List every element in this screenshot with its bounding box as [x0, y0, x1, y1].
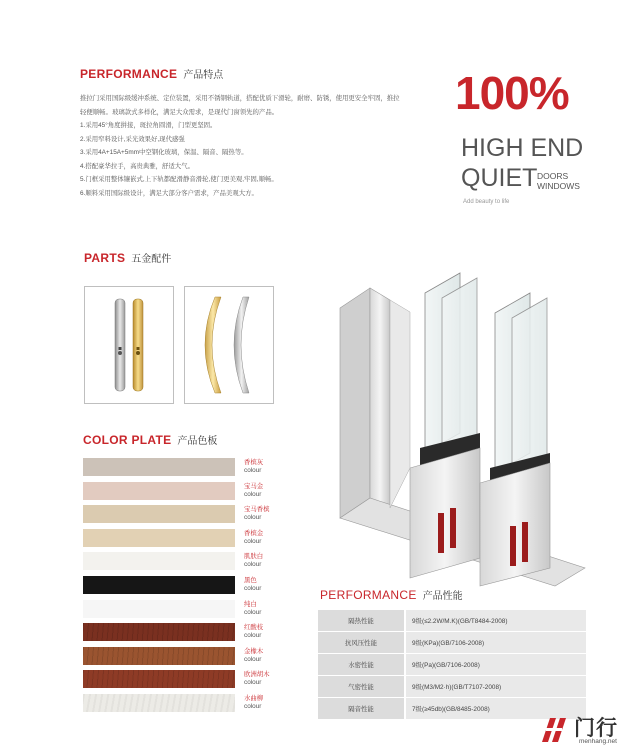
- color-name-cn: 香槟灰: [244, 459, 264, 466]
- color-swatch-label: [244, 506, 270, 522]
- brand-sub1: DOORS: [537, 171, 569, 181]
- perf-key: 抗风压性能: [318, 632, 404, 654]
- parts-heading-en: PARTS: [84, 251, 126, 265]
- color-swatch: [83, 505, 235, 523]
- logo-text-cn: 门行: [574, 717, 618, 740]
- color-name-en: colour: [244, 703, 262, 710]
- color-swatch: [83, 576, 235, 594]
- color-swatch: [83, 600, 235, 618]
- performance-table: [318, 610, 586, 720]
- color-swatch: [83, 552, 235, 570]
- feature-item: 5.门框采用整体镶嵌式,上下轨都配滑静音滑轮,使门更美观,牢固,顺畅。: [80, 176, 278, 183]
- color-plate-heading-en: COLOR PLATE: [83, 433, 172, 447]
- brand-sub2: WINDOWS: [537, 180, 580, 191]
- color-name-en: colour: [244, 537, 262, 545]
- color-plate-heading-cn: 产品色板: [177, 436, 218, 447]
- color-name-en: colour: [244, 490, 262, 498]
- color-swatch-label: [244, 530, 263, 546]
- color-name-cn: 黑色: [244, 577, 257, 584]
- brand-sub: [537, 172, 580, 191]
- performance-intro: [80, 92, 400, 200]
- window-profile-image: [330, 268, 590, 588]
- color-name-cn: 欧洲胡木: [244, 671, 270, 679]
- handle-arc-image: [184, 286, 274, 404]
- intro-paragraph: 推拉门采用国际级缓冲系统、定位装置，采用不锈钢轨道，搭配优质下滑轮，耐磨、防锈，使用更安全牢固，推拉轻便顺畅。玻璃款式多样化，满足大众需求，是现代门窗领先的产品。: [80, 95, 400, 116]
- curved-handle-icon: [185, 287, 273, 403]
- perf-value: 7级(≥45db)(GB/8485-2008): [406, 698, 586, 720]
- brand-line1: HIGH END: [461, 134, 584, 162]
- performance-table-heading-cn: 产品性能: [422, 591, 463, 602]
- color-swatch-label: [244, 483, 263, 499]
- table-row: [318, 632, 586, 654]
- color-swatch-label: [244, 624, 263, 640]
- color-swatch: [83, 694, 235, 712]
- performance-heading-en: PERFORMANCE: [80, 67, 178, 81]
- parts-heading-cn: 五金配件: [131, 254, 172, 265]
- color-name-en: colour: [244, 632, 262, 640]
- menhang-logo-icon: [540, 716, 570, 744]
- color-swatch-label: [244, 459, 263, 475]
- color-name-cn: 肌肤白: [244, 553, 264, 561]
- color-name-en: colour: [244, 608, 262, 616]
- color-name-cn: 香槟金: [244, 529, 264, 537]
- feature-item: 2.采用窄料设计,采光效果好,现代感强: [80, 135, 185, 143]
- table-row: [318, 610, 586, 632]
- perf-value: 9级(Pa)(GB/7106-2008): [406, 654, 586, 676]
- color-name-en: colour: [244, 585, 262, 592]
- color-name-cn: 金橡木: [244, 647, 264, 655]
- feature-item: 3.采用4A+15A+5mm中空钢化玻璃，保温、隔音、隔热等。: [80, 149, 248, 156]
- feature-item: 6.顺料采用国际级设计，满足大部分客户需求，产品美观大方。: [80, 189, 258, 197]
- feature-item: 1.采用45°角度拼接，斑拉角圆滑，门型更坚固。: [80, 122, 217, 129]
- brand-line2: QUIET: [461, 164, 538, 192]
- color-swatch: [83, 482, 235, 500]
- color-name-en: colour: [244, 655, 262, 663]
- performance-table-heading-en: PERFORMANCE: [320, 588, 417, 602]
- perf-key: 隔音性能: [318, 698, 404, 720]
- brand-percent: 100%: [455, 67, 569, 119]
- perf-value: 9级(≤2.2W/M.K)(GB/T8484-2008): [406, 610, 586, 632]
- color-swatch: [83, 647, 235, 665]
- color-name-cn: 红酸枝: [244, 624, 264, 632]
- color-name-en: colour: [244, 514, 262, 522]
- color-swatch-label: [244, 553, 263, 569]
- color-name-cn: 纯白: [244, 600, 257, 608]
- perf-key: 隔热性能: [318, 610, 404, 632]
- color-swatch-label: [244, 601, 261, 617]
- color-name-cn: 水曲柳: [244, 695, 264, 702]
- perf-value: 9级(M3/M2·h)(GB/T7107-2008): [406, 676, 586, 698]
- perf-value: 9级(KPa)(GB/7106-2008): [406, 632, 586, 654]
- brand-tagline: Add beauty to life: [463, 199, 510, 205]
- color-name-cn: 宝马金: [244, 482, 264, 490]
- performance-table-heading: [320, 587, 463, 602]
- color-swatch-label: [244, 695, 263, 711]
- handle-lock-icon: [85, 287, 173, 403]
- color-swatch: [83, 529, 235, 547]
- color-swatch: [83, 458, 235, 476]
- performance-heading-cn: 产品特点: [183, 70, 224, 81]
- logo-text-en: menhang.net: [579, 738, 617, 745]
- color-plate-heading: [83, 432, 217, 447]
- parts-heading: [84, 250, 171, 265]
- color-swatch: [83, 623, 235, 641]
- color-name-en: colour: [244, 679, 262, 687]
- handle-lock-image: [84, 286, 174, 404]
- perf-key: 气密性能: [318, 676, 404, 698]
- table-row: [318, 654, 586, 676]
- perf-key: 水密性能: [318, 654, 404, 676]
- color-name-cn: 宝马香槟: [244, 506, 270, 514]
- table-row: [318, 676, 586, 698]
- color-swatch-label: [244, 671, 270, 687]
- color-name-en: colour: [244, 467, 262, 474]
- color-swatch: [83, 670, 235, 688]
- color-name-en: colour: [244, 561, 262, 569]
- color-swatch-label: [244, 577, 261, 593]
- performance-heading: [80, 66, 223, 81]
- color-swatch-label: [244, 648, 263, 664]
- feature-item: 4.搭配豪华拉手，高贵典雅，舒适大气。: [80, 162, 194, 170]
